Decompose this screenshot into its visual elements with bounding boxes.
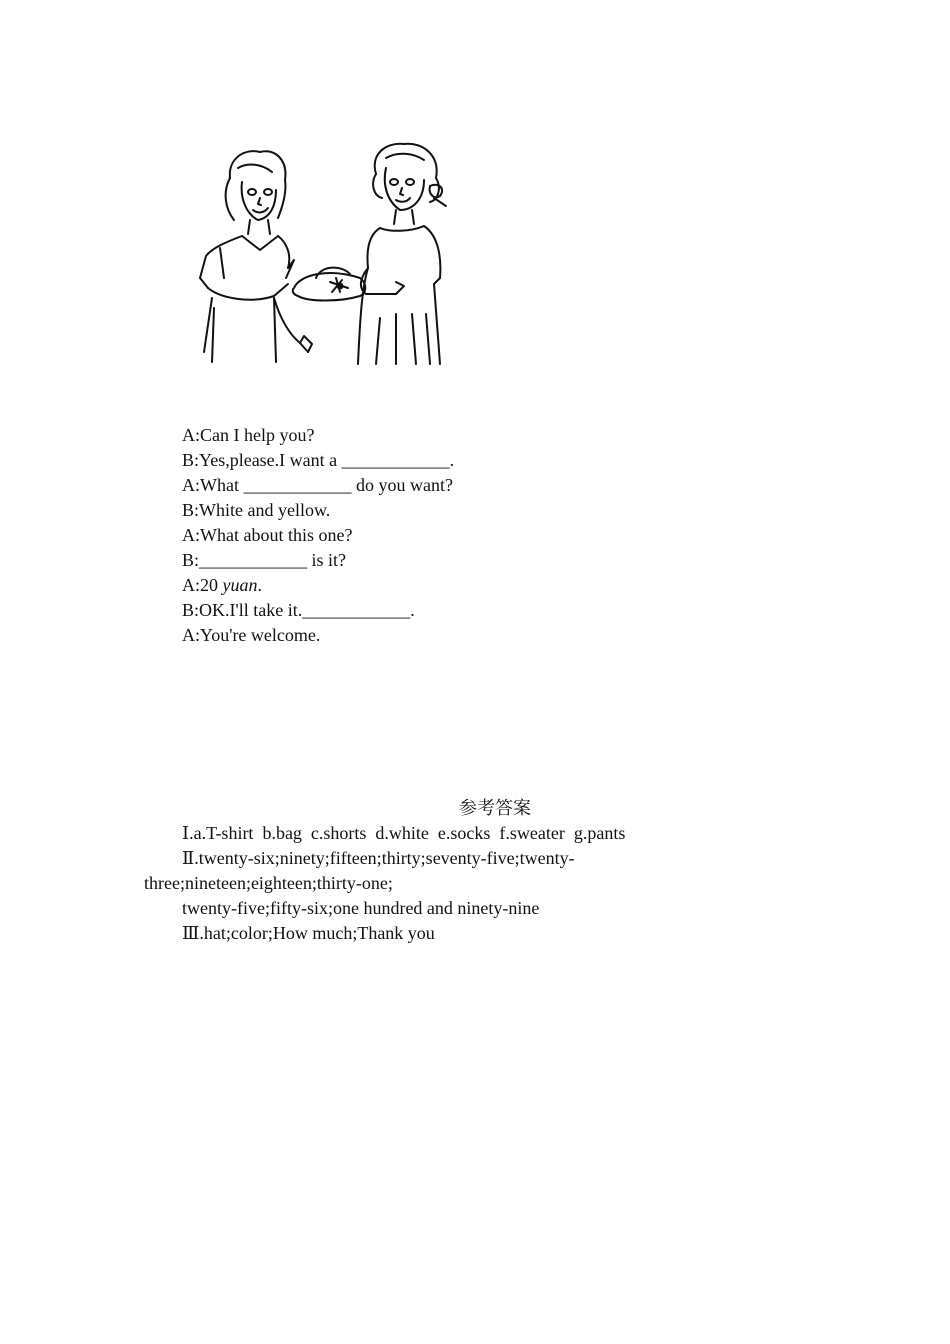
dialog-line-prefix: A:20 bbox=[182, 575, 223, 595]
dialog-line: B:White and yellow. bbox=[182, 500, 331, 520]
dialog-line: A:What ____________ do you want? bbox=[182, 475, 453, 495]
dialog-line: B:Yes,please.I want a ____________. bbox=[182, 450, 455, 470]
dialog-line: B:OK.I'll take it.____________. bbox=[182, 600, 415, 620]
dialog-line bbox=[182, 573, 262, 598]
shopping-illustration bbox=[190, 138, 455, 370]
answer-line-1: Ⅰ.a.T-shirt b.bag c.shorts d.white e.socks f.sweater g.pants bbox=[182, 823, 626, 843]
answer-line-3: twenty-five;fifty-six;one hundred and ninety-nine bbox=[182, 898, 540, 918]
dialog-line: A:Can I help you? bbox=[182, 425, 315, 445]
answer-line-4: Ⅲ.hat;color;How much;Thank you bbox=[182, 923, 435, 943]
dialog-line-suffix: . bbox=[257, 575, 262, 595]
dialog-line: B:____________ is it? bbox=[182, 550, 347, 570]
dialog-line: A:You're welcome. bbox=[182, 625, 321, 645]
answer-key-title: 参考答案 bbox=[459, 798, 531, 818]
answer-line-2-continued: three;nineteen;eighteen;thirty-one; bbox=[144, 873, 393, 893]
currency-word: yuan bbox=[222, 575, 258, 595]
answer-line-2: Ⅱ.twenty-six;ninety;fifteen;thirty;seventy-five;twenty- bbox=[182, 848, 575, 868]
dialog-line: A:What about this one? bbox=[182, 525, 353, 545]
